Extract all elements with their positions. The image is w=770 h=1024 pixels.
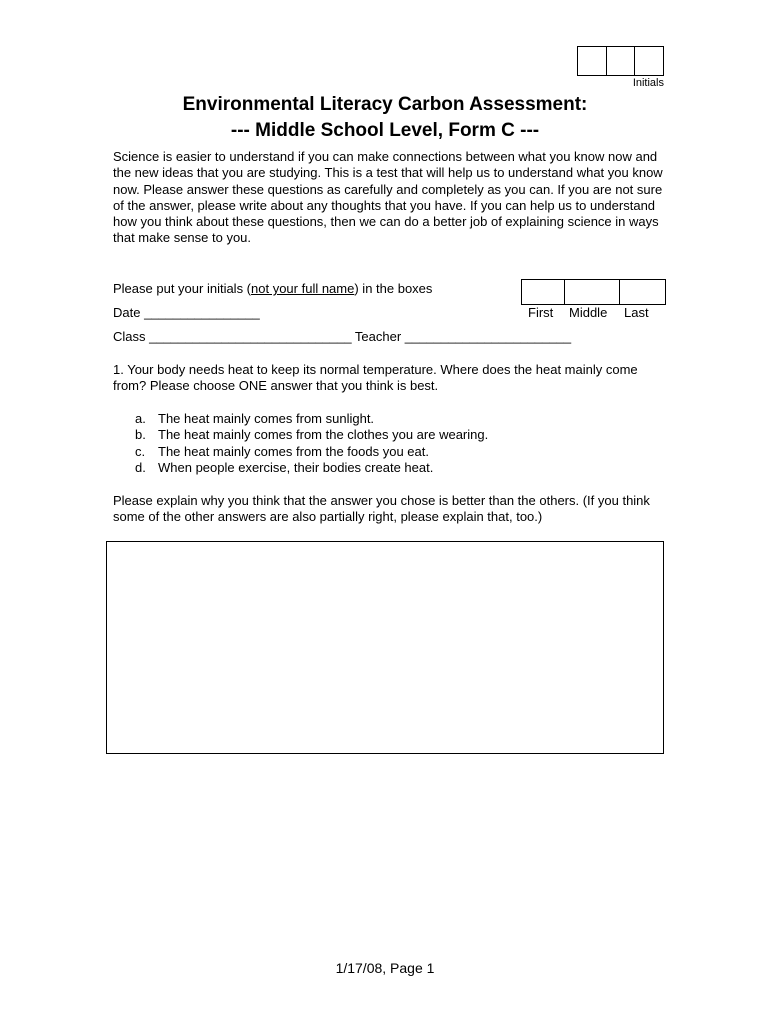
answer-options bbox=[135, 411, 488, 476]
option-text: When people exercise, their bodies create heat. bbox=[158, 459, 434, 475]
option-letter: a. bbox=[135, 411, 146, 426]
initials-label: Initials bbox=[632, 77, 664, 89]
option-text: The heat mainly comes from the foods you eat. bbox=[158, 443, 429, 459]
initial-box-3[interactable] bbox=[635, 47, 663, 75]
last-initial-box[interactable] bbox=[620, 280, 665, 304]
explanation-answer-box[interactable] bbox=[106, 541, 664, 754]
page-title: Environmental Literacy Carbon Assessment: bbox=[182, 94, 588, 115]
page-footer: 1/17/08, Page 1 bbox=[335, 960, 435, 976]
option-text: The heat mainly comes from sunlight. bbox=[158, 411, 375, 426]
first-label: First bbox=[528, 305, 554, 320]
option-b[interactable] bbox=[135, 427, 488, 443]
initials-prompt bbox=[113, 281, 432, 296]
option-letter: b. bbox=[135, 427, 146, 443]
intro-paragraph: Science is easier to understand if you can make connections between what you know now and the new ideas that you are studying. This is a test that will help us to understand what you know now. Please answer these questions as carefully and completely as you can. If you are not sure of the answer, please write about any thoughts that you have. If you can help us to understand how you think about these questions, then we can do a better job of explaining science in ways that make sense to you. bbox=[113, 149, 663, 246]
last-label: Last bbox=[624, 305, 649, 320]
name-initials-boxes[interactable] bbox=[521, 279, 666, 305]
question-1-text: 1. Your body needs heat to keep its normal temperature. Where does the heat mainly come from? Please choose ONE answer that you think is best. bbox=[113, 362, 638, 394]
initials-prompt-before: Please put your initials ( bbox=[113, 281, 252, 296]
initial-box-2[interactable] bbox=[607, 47, 636, 75]
option-letter: c. bbox=[135, 443, 146, 459]
explain-prompt: Please explain why you think that the answer you chose is better than the others. (If you think some of the other answers are also partially right, please explain that, too.) bbox=[113, 493, 650, 525]
first-initial-box[interactable] bbox=[522, 280, 565, 304]
initial-box-1[interactable] bbox=[578, 47, 607, 75]
top-initials-boxes[interactable] bbox=[577, 46, 664, 76]
option-d[interactable] bbox=[135, 460, 488, 476]
option-text: The heat mainly comes from the clothes you are wearing. bbox=[158, 427, 489, 443]
option-letter: d. bbox=[135, 459, 146, 475]
option-c[interactable] bbox=[135, 444, 488, 460]
date-field[interactable]: Date ________________ bbox=[113, 305, 260, 320]
option-a[interactable] bbox=[135, 411, 488, 427]
middle-label: Middle bbox=[569, 305, 608, 320]
initials-prompt-underlined: not your full name bbox=[251, 281, 355, 296]
class-teacher-field[interactable]: Class ____________________________ Teacher _______________________ bbox=[113, 329, 572, 344]
middle-initial-box[interactable] bbox=[565, 280, 620, 304]
initials-prompt-after: ) in the boxes bbox=[354, 281, 433, 296]
page-subtitle: --- Middle School Level, Form C --- bbox=[230, 120, 540, 141]
